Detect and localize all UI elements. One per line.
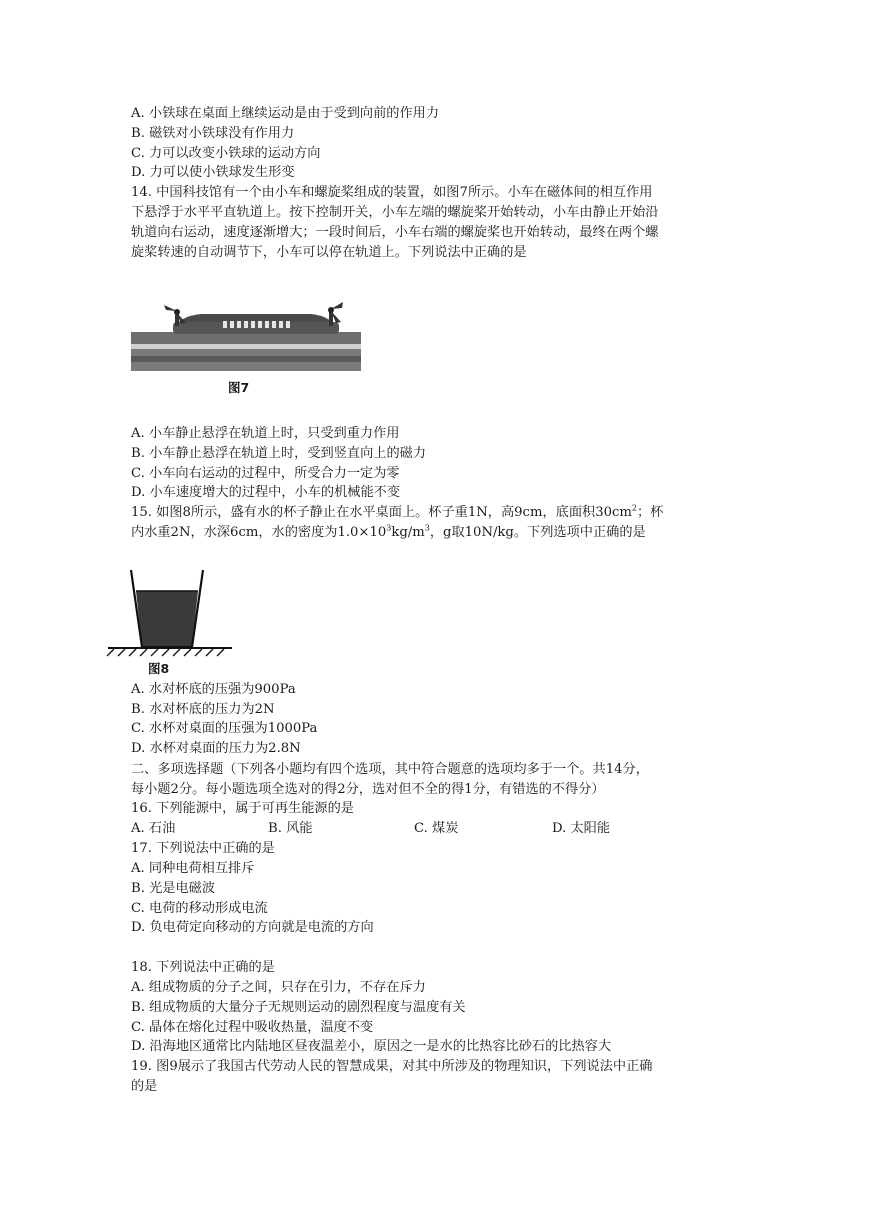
section2-heading-line2: 每小题2分。每小题选项全选对的得2分，选对但不全的得1分，有错选的不得分） bbox=[131, 782, 605, 797]
q14-option-d: D. 小车速度增大的过程中，小车的机械能不变 bbox=[131, 485, 401, 500]
q13-option-a: A. 小铁球在桌面上继续运动是由于受到向前的作用力 bbox=[131, 106, 440, 121]
q18-stem: 18. 下列说法中正确的是 bbox=[131, 960, 275, 975]
q19-stem-line2: 的是 bbox=[131, 1079, 158, 1094]
q19-stem-line1: 19. 图9展示了我国古代劳动人民的智慧成果，对其中所涉及的物理知识，下列说法中正确 bbox=[131, 1059, 653, 1074]
q17-option-c: C. 电荷的移动形成电流 bbox=[131, 901, 268, 916]
q18-option-b: B. 组成物质的大量分子无规则运动的剧烈程度与温度有关 bbox=[131, 1000, 466, 1015]
q15-stem-line1: 15. 如图8所示，盛有水的杯子静止在水平桌面上。杯子重1N，高9cm，底面积$30cm^2$；杯 bbox=[131, 503, 664, 520]
figure-8-cup-on-table bbox=[102, 562, 237, 658]
figure-8-caption: 图8 bbox=[148, 661, 170, 676]
q13-option-c: C. 力可以改变小铁球的运动方向 bbox=[131, 146, 321, 161]
q15-option-b: B. 水对杯底的压力为2N bbox=[131, 702, 275, 717]
q17-stem: 17. 下列说法中正确的是 bbox=[131, 841, 275, 856]
q15-option-d: D. 水杯对桌面的压力为2.8N bbox=[131, 741, 301, 756]
q13-option-d: D. 力可以使小铁球发生形变 bbox=[131, 165, 295, 180]
q17-option-b: B. 光是电磁波 bbox=[131, 881, 216, 896]
section2-heading-line1: 二、多项选择题（下列各小题均有四个选项，其中符合题意的选项均多于一个。共14分， bbox=[131, 762, 649, 777]
q14-option-b: B. 小车静止悬浮在轨道上时，受到竖直向上的磁力 bbox=[131, 446, 427, 461]
q15-option-a: A. 水对杯底的压强为900Pa bbox=[131, 682, 296, 697]
q14-stem-line2: 下悬浮于水平平直轨道上。按下控制开关，小车左端的螺旋桨开始转动，小车由静止开始沿 bbox=[131, 205, 659, 220]
q16-option-b: B. 风能 bbox=[268, 821, 313, 836]
figure-7-caption: 图7 bbox=[228, 380, 250, 395]
q17-option-a: A. 同种电荷相互排斥 bbox=[131, 861, 255, 876]
figure-7-maglev-car bbox=[131, 296, 361, 374]
q14-stem-line1: 14. 中国科技馆有一个由小车和螺旋桨组成的装置，如图7所示。小车在磁体间的相互作用 bbox=[131, 185, 653, 200]
q17-option-d: D. 负电荷定向移动的方向就是电流的方向 bbox=[131, 920, 374, 935]
q14-option-c: C. 小车向右运动的过程中，所受合力一定为零 bbox=[131, 466, 400, 481]
q16-option-a: A. 石油 bbox=[131, 821, 176, 836]
q18-option-a: A. 组成物质的分子之间，只存在引力，不存在斥力 bbox=[131, 980, 426, 995]
q15-stem-line2: 内水重2N，水深6cm，水的密度为$1.0\times 10^3kg/m^3$，g取10N/kg。下列选项中正确的是 bbox=[131, 523, 646, 540]
q14-stem-line4: 旋桨转速的自动调节下，小车可以停在轨道上。下列说法中正确的是 bbox=[131, 245, 527, 260]
q18-option-c: C. 晶体在熔化过程中吸收热量，温度不变 bbox=[131, 1020, 374, 1035]
q15-option-c: C. 水杯对桌面的压强为1000Pa bbox=[131, 721, 318, 736]
q16-option-d: D. 太阳能 bbox=[552, 821, 611, 836]
q16-stem: 16. 下列能源中，属于可再生能源的是 bbox=[131, 801, 354, 816]
q16-option-c: C. 煤炭 bbox=[414, 821, 459, 836]
q18-option-d: D. 沿海地区通常比内陆地区昼夜温差小，原因之一是水的比热容比砂石的比热容大 bbox=[131, 1039, 612, 1054]
q14-option-a: A. 小车静止悬浮在轨道上时，只受到重力作用 bbox=[131, 426, 400, 441]
q13-option-b: B. 磁铁对小铁球没有作用力 bbox=[131, 126, 295, 141]
q14-stem-line3: 轨道向右运动，速度逐渐增大；一段时间后，小车右端的螺旋桨也开始转动，最终在两个螺 bbox=[131, 225, 659, 240]
